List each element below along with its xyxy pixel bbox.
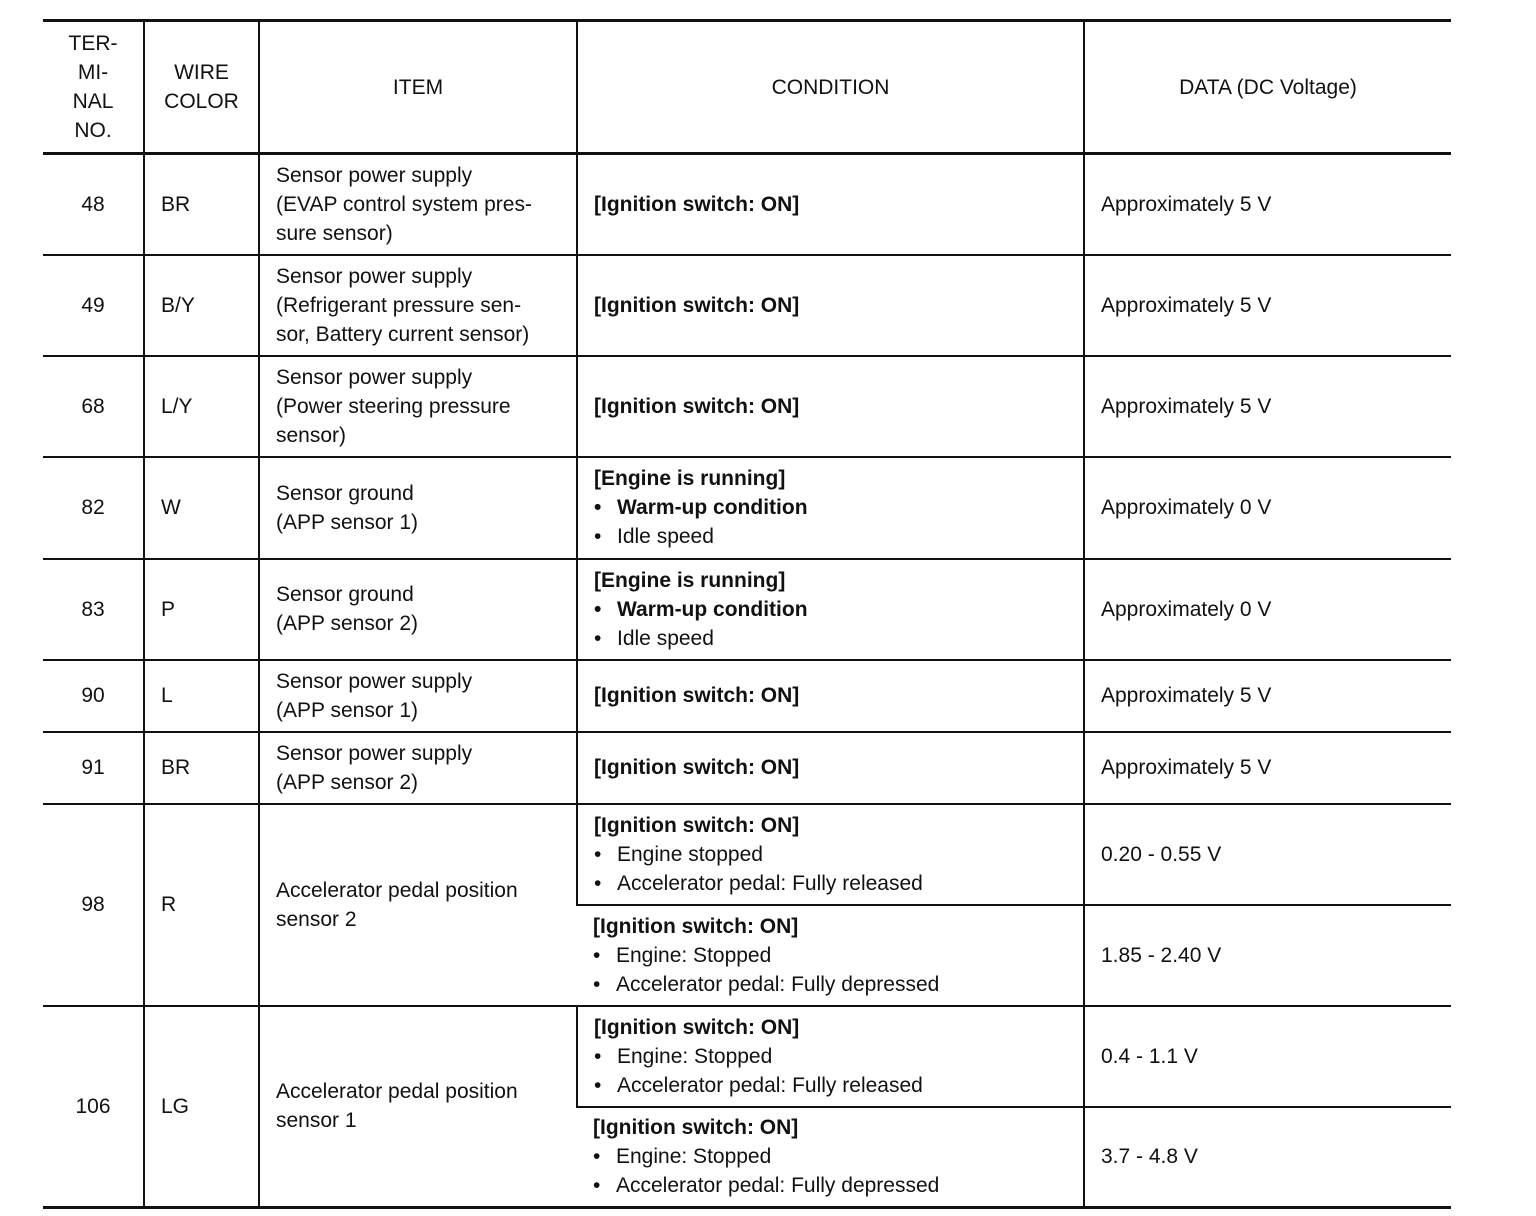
condition-heading: [Ignition switch: ON] — [594, 684, 800, 707]
item-line: (APP sensor 2) — [276, 770, 419, 794]
condition-heading: [Ignition switch: ON] — [594, 293, 800, 317]
table-row — [43, 660, 1451, 732]
condition-bullet-list — [594, 840, 1067, 898]
condition-bullet: • Engine: Stopped — [593, 1142, 1067, 1171]
condition-heading: [Ignition switch: ON] — [594, 813, 800, 837]
item-line: (EVAP control system pres- — [276, 192, 532, 216]
condition-heading: [Ignition switch: ON] — [594, 1015, 800, 1039]
cell-item — [259, 255, 577, 356]
item-line: (APP sensor 1) — [276, 698, 419, 722]
cell-condition — [577, 804, 1084, 905]
condition-bullet-list — [594, 493, 1067, 551]
condition-heading: [Ignition switch: ON] — [594, 756, 800, 779]
condition-bullet: • Idle speed — [594, 624, 1067, 653]
condition-bullet: • Accelerator pedal: Fully released — [594, 869, 1067, 898]
cell-dc-voltage: Approximately 0 V — [1084, 559, 1451, 660]
header-item: ITEM — [259, 21, 577, 154]
item-line: sor, Battery current sensor) — [276, 322, 530, 346]
table-row — [43, 154, 1451, 255]
item-line: (APP sensor 2) — [276, 612, 419, 635]
condition-heading: [Ignition switch: ON] — [593, 914, 799, 938]
cell-condition — [577, 154, 1084, 255]
cell-condition — [577, 732, 1084, 804]
item-line: (Refrigerant pressure sen- — [276, 293, 522, 317]
cell-dc-voltage: Approximately 5 V — [1084, 660, 1451, 732]
table-row — [43, 356, 1451, 457]
table-row — [43, 732, 1451, 804]
header-condition: CONDITION — [577, 21, 1084, 154]
cell-terminal-no: 82 — [43, 457, 144, 559]
cell-terminal-no: 48 — [43, 154, 144, 255]
item-line: sensor 1 — [276, 1109, 357, 1133]
cell-item — [259, 559, 577, 660]
item-line: Sensor power supply — [276, 163, 473, 187]
condition-bullet: • Engine: Stopped — [593, 941, 1067, 970]
cell-condition — [577, 660, 1084, 732]
condition-bullet-list — [593, 941, 1067, 999]
cell-terminal-no: 91 — [43, 732, 144, 804]
header-terminal-line: NO. — [74, 119, 112, 142]
cell-wire-color: B/Y — [144, 255, 259, 356]
cell-dc-voltage: 0.20 - 0.55 V — [1084, 804, 1451, 905]
condition-bullet-list — [593, 1142, 1067, 1200]
condition-heading: [Ignition switch: ON] — [593, 1116, 799, 1140]
cell-wire-color: P — [144, 559, 259, 660]
header-wire-line: WIRE — [174, 61, 229, 84]
cell-condition — [577, 255, 1084, 356]
header-wire-line: COLOR — [164, 90, 239, 113]
cell-wire-color: LG — [144, 1006, 259, 1208]
cell-terminal-no: 68 — [43, 356, 144, 457]
condition-heading: [Ignition switch: ON] — [594, 394, 800, 418]
cell-wire-color: R — [144, 804, 259, 1006]
cell-dc-voltage: Approximately 5 V — [1084, 154, 1451, 255]
cell-item — [259, 457, 577, 559]
cell-item — [259, 1006, 577, 1208]
cell-wire-color: BR — [144, 154, 259, 255]
cell-condition — [577, 1107, 1084, 1208]
item-line: Sensor ground — [276, 583, 414, 606]
item-line: Accelerator pedal position — [276, 1080, 518, 1104]
condition-bullet: • Accelerator pedal: Fully depressed — [593, 970, 1067, 999]
cell-wire-color: L — [144, 660, 259, 732]
item-line: Accelerator pedal position — [276, 878, 518, 902]
item-line: sensor) — [276, 423, 347, 447]
header-row — [43, 21, 1451, 154]
item-line: Sensor ground — [276, 481, 414, 505]
condition-heading: [Engine is running] — [594, 467, 786, 490]
cell-condition — [577, 457, 1084, 559]
header-terminal-line: NAL — [72, 90, 114, 113]
header-terminal-line: MI- — [77, 61, 109, 84]
item-line: Sensor power supply — [276, 264, 473, 288]
cell-dc-voltage: 1.85 - 2.40 V — [1084, 905, 1451, 1006]
cell-terminal-no: 98 — [43, 804, 144, 1006]
cell-dc-voltage: Approximately 0 V — [1084, 457, 1451, 559]
cell-item — [259, 804, 577, 1006]
cell-dc-voltage: 0.4 - 1.1 V — [1084, 1006, 1451, 1107]
item-line: (APP sensor 1) — [276, 510, 419, 534]
header-wire-color — [144, 21, 259, 154]
cell-wire-color: BR — [144, 732, 259, 804]
cell-condition — [577, 1006, 1084, 1107]
cell-wire-color: L/Y — [144, 356, 259, 457]
item-line: sensor 2 — [276, 907, 357, 931]
header-terminal-no — [43, 21, 144, 154]
condition-bullet: • Warm-up condition — [594, 595, 1067, 624]
terminal-data-table — [43, 19, 1451, 1209]
item-line: Sensor power supply — [276, 741, 473, 765]
table-row — [43, 804, 1451, 905]
condition-bullet: • Accelerator pedal: Fully released — [594, 1071, 1067, 1100]
cell-item — [259, 660, 577, 732]
cell-condition — [577, 356, 1084, 457]
item-line: sure sensor) — [276, 221, 393, 245]
cell-terminal-no: 83 — [43, 559, 144, 660]
header-data: DATA (DC Voltage) — [1084, 21, 1451, 154]
cell-terminal-no: 90 — [43, 660, 144, 732]
cell-dc-voltage: Approximately 5 V — [1084, 732, 1451, 804]
cell-item — [259, 356, 577, 457]
cell-condition — [577, 905, 1084, 1006]
condition-bullet: • Accelerator pedal: Fully depressed — [593, 1171, 1067, 1200]
item-line: Sensor power supply — [276, 365, 473, 389]
cell-wire-color: W — [144, 457, 259, 559]
table-row — [43, 457, 1451, 559]
cell-terminal-no: 49 — [43, 255, 144, 356]
table-row — [43, 255, 1451, 356]
condition-heading: [Engine is running] — [594, 568, 786, 592]
item-line: Sensor power supply — [276, 669, 473, 693]
table-row — [43, 559, 1451, 660]
condition-bullet-list — [594, 1042, 1067, 1100]
condition-bullet: • Engine stopped — [594, 840, 1067, 869]
header-terminal-line: TER- — [68, 32, 118, 55]
condition-bullet: • Idle speed — [594, 522, 1067, 551]
item-line: (Power steering pressure — [276, 394, 511, 418]
cell-dc-voltage: Approximately 5 V — [1084, 255, 1451, 356]
cell-terminal-no: 106 — [43, 1006, 144, 1208]
condition-bullet: • Warm-up condition — [594, 493, 1067, 522]
condition-heading: [Ignition switch: ON] — [594, 192, 800, 216]
condition-bullet-list — [594, 595, 1067, 653]
condition-bullet: • Engine: Stopped — [594, 1042, 1067, 1071]
table-body — [43, 154, 1451, 1208]
table-row — [43, 1006, 1451, 1107]
cell-dc-voltage: Approximately 5 V — [1084, 356, 1451, 457]
cell-item — [259, 732, 577, 804]
cell-condition — [577, 559, 1084, 660]
cell-dc-voltage: 3.7 - 4.8 V — [1084, 1107, 1451, 1208]
cell-item — [259, 154, 577, 255]
